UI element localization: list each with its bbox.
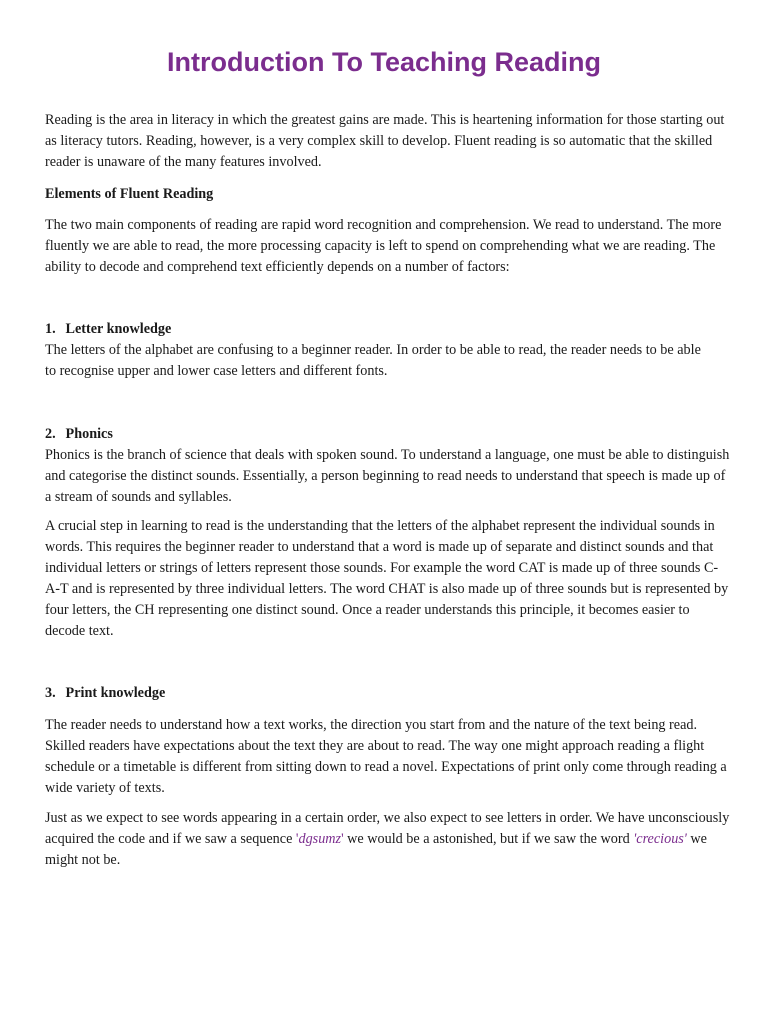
section-1-title: Letter knowledge [65,321,172,337]
section-2-paragraph-2: A crucial step in learning to read is the understanding that the letters of the alphabet represent the individual sounds in words. This requires the beginner reader to understand that a word is made up of separate and distinct sounds and that individual letters or strings of letters represent those sounds. For example the word CAT is made up of three sounds C- A-T and is represented by three individual letters. The word CHAT is also made up of three sounds but is represented by four letters, the CH representing one distinct sound. Once a reader understands this principle, it becomes easier to decode text. [45,518,729,639]
quote-mark: ' [295,831,299,847]
page-title: Introduction To Teaching Reading [167,47,601,77]
section-1-line-2: to recognise upper and lower case letters and different fonts. [45,363,388,379]
example-crecious: 'crecious' [633,831,687,847]
section-3-p2-text-3: we might not be. [45,831,707,868]
section-2-number: 2. [45,426,56,442]
elements-paragraph: The two main components of reading are rapid word recognition and comprehension. We read to understand. The more fluently we are able to read, the more processing capacity is left to spend on comprehending what we are reading. The ability to decode and comprehend text efficiently depends on a number of factors: [45,217,722,275]
section-3-p2-text-1: Just as we expect to see words appearing in a certain order, we also expect to see letters in order. We have unconsciously acquired the code and if we saw a sequence [45,810,730,847]
intro-paragraph: Reading is the area in literacy in which the greatest gains are made. This is heartening information for those starting out as literacy tutors. Reading, however, is a very complex skill to develop. Fluent reading is so automatic that the skilled reader is unaware of the many features involved. [45,112,725,170]
section-2-heading [45,424,730,445]
section-3-p2-text-2: we would be a astonished, but if we saw the word [343,831,634,847]
quote-mark: ' [341,831,344,847]
section-2-paragraph-1: Phonics is the branch of science that deals with spoken sound. To understand a language, one must be able to distinguish and categorise the distinct sounds. Essentially, a person beginning to read needs to understand that speech is made up of a stream of sounds and syllables. [45,447,730,505]
section-1-line-1: The letters of the alphabet are confusing to a beginner reader. In order to be able to read, the reader needs to be able [45,342,701,358]
elements-heading: Elements of Fluent Reading [45,186,214,202]
section-3-paragraph-1: The reader needs to understand how a text works, the direction you start from and the nature of the text being read. Skilled readers have expectations about the text they are about to read. The way one might approach reading a flight schedule or a timetable is different from sitting down to read a novel. Expectations of print only come through reading a wide variety of texts. [45,717,727,796]
section-1-paragraph [45,340,730,382]
section-3-paragraph-2 [45,808,730,871]
section-3-number: 3. [45,685,56,701]
section-3-heading [45,683,730,704]
section-2-title: Phonics [65,426,113,442]
section-1-heading [45,319,730,340]
example-dgsumz: dgsumz [298,831,342,847]
section-1-number: 1. [45,321,56,337]
section-3-title: Print knowledge [65,685,166,701]
